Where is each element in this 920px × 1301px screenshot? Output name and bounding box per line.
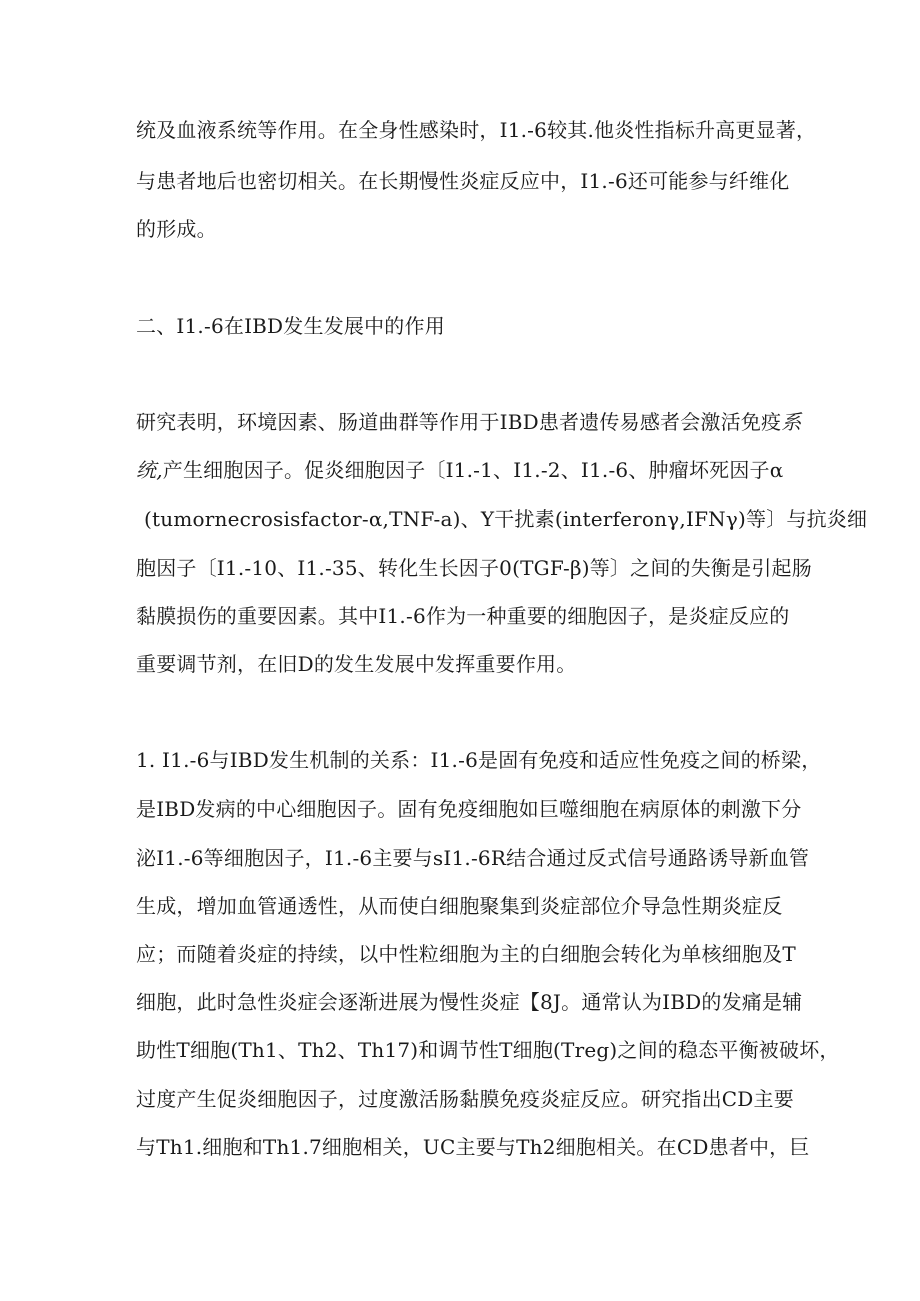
paragraph-3-line-6: 细胞，此时急性炎症会逐渐进展为慢性炎症【8J。通常认为IBD的发痛是辅 bbox=[136, 990, 803, 1014]
paragraph-2-line-4: 胞因子〔I1.-10、I1.-35、转化生长因子0(TGF-β)等〕之间的失衡是引起肠 bbox=[136, 556, 812, 580]
paragraph-2-line-2-text: 产生细胞因子。促炎细胞因子〔I1.-1、I1.-2、I1.-6、肿瘤坏死因子α bbox=[162, 458, 784, 482]
paragraph-2-line-6: 重要调节剂，在旧D的发生发展中发挥重要作用。 bbox=[136, 652, 577, 676]
paragraph-2-line-3: (tumornecrosisfactor-α,TNF-a)、Y干扰素(interferonγ,IFNγ)等〕与抗炎细 bbox=[144, 507, 868, 531]
paragraph-3-line-9: 与Th1.细胞和Th1.7细胞相关，UC主要与Th2细胞相关。在CD患者中，巨 bbox=[136, 1135, 810, 1159]
paragraph-2-line-2-italic: 统, bbox=[136, 458, 163, 482]
paragraph-2-line-1-text: 研究表明，环境因素、肠道曲群等作用于IBD患者遗传易感者会激活免疫 bbox=[136, 410, 782, 434]
paragraph-3-line-1: 1. I1.-6与IBD发生机制的关系：I1.-6是固有免疫和适应性免疫之间的桥梁， bbox=[136, 748, 822, 772]
paragraph-3-line-4: 生成，增加血管通透性，从而使白细胞聚集到炎症部位介导急性期炎症反 bbox=[136, 894, 783, 918]
paragraph-2-line-5: 黏膜损伤的重要因素。其中I1.-6作为一种重要的细胞因子，是炎症反应的 bbox=[136, 604, 790, 628]
paragraph-3-line-3: 泌I1.-6等细胞因子，I1.-6主要与sI1.-6R结合通过反式信号通路诱导新血管 bbox=[136, 846, 810, 870]
paragraph-3-line-2: 是IBD发病的中心细胞因子。固有免疫细胞如巨噬细胞在病原体的刺激下分 bbox=[136, 797, 802, 821]
section-heading: 二、I1.-6在IBD发生发展中的作用 bbox=[136, 314, 445, 338]
paragraph-3-line-7: 助性T细胞(Th1、Th2、Th17)和调节性T细胞(Treg)之间的稳态平衡被破坏， bbox=[136, 1038, 840, 1062]
paragraph-2-line-1 bbox=[136, 409, 801, 435]
paragraph-3-line-8: 过度产生促炎细胞因子，过度激活肠黏膜免疫炎症反应。研究指出CD主要 bbox=[136, 1087, 794, 1111]
paragraph-2-line-2 bbox=[136, 457, 783, 483]
paragraph-1-line-2: 与患者地后也密切相关。在长期慢性炎症反应中，I1.-6还可能参与纤维化 bbox=[136, 169, 790, 193]
paragraph-3-line-5: 应；而随着炎症的持续，以中性粒细胞为主的白细胞会转化为单核细胞及T bbox=[136, 942, 796, 966]
paragraph-1-line-3: 的形成。 bbox=[136, 217, 217, 241]
paragraph-1-line-1: 统及血液系统等作用。在全身性感染时，I1.-6较其.他炎性指标升高更显著， bbox=[136, 118, 817, 142]
paragraph-2-line-1-italic: 系 bbox=[781, 410, 802, 434]
